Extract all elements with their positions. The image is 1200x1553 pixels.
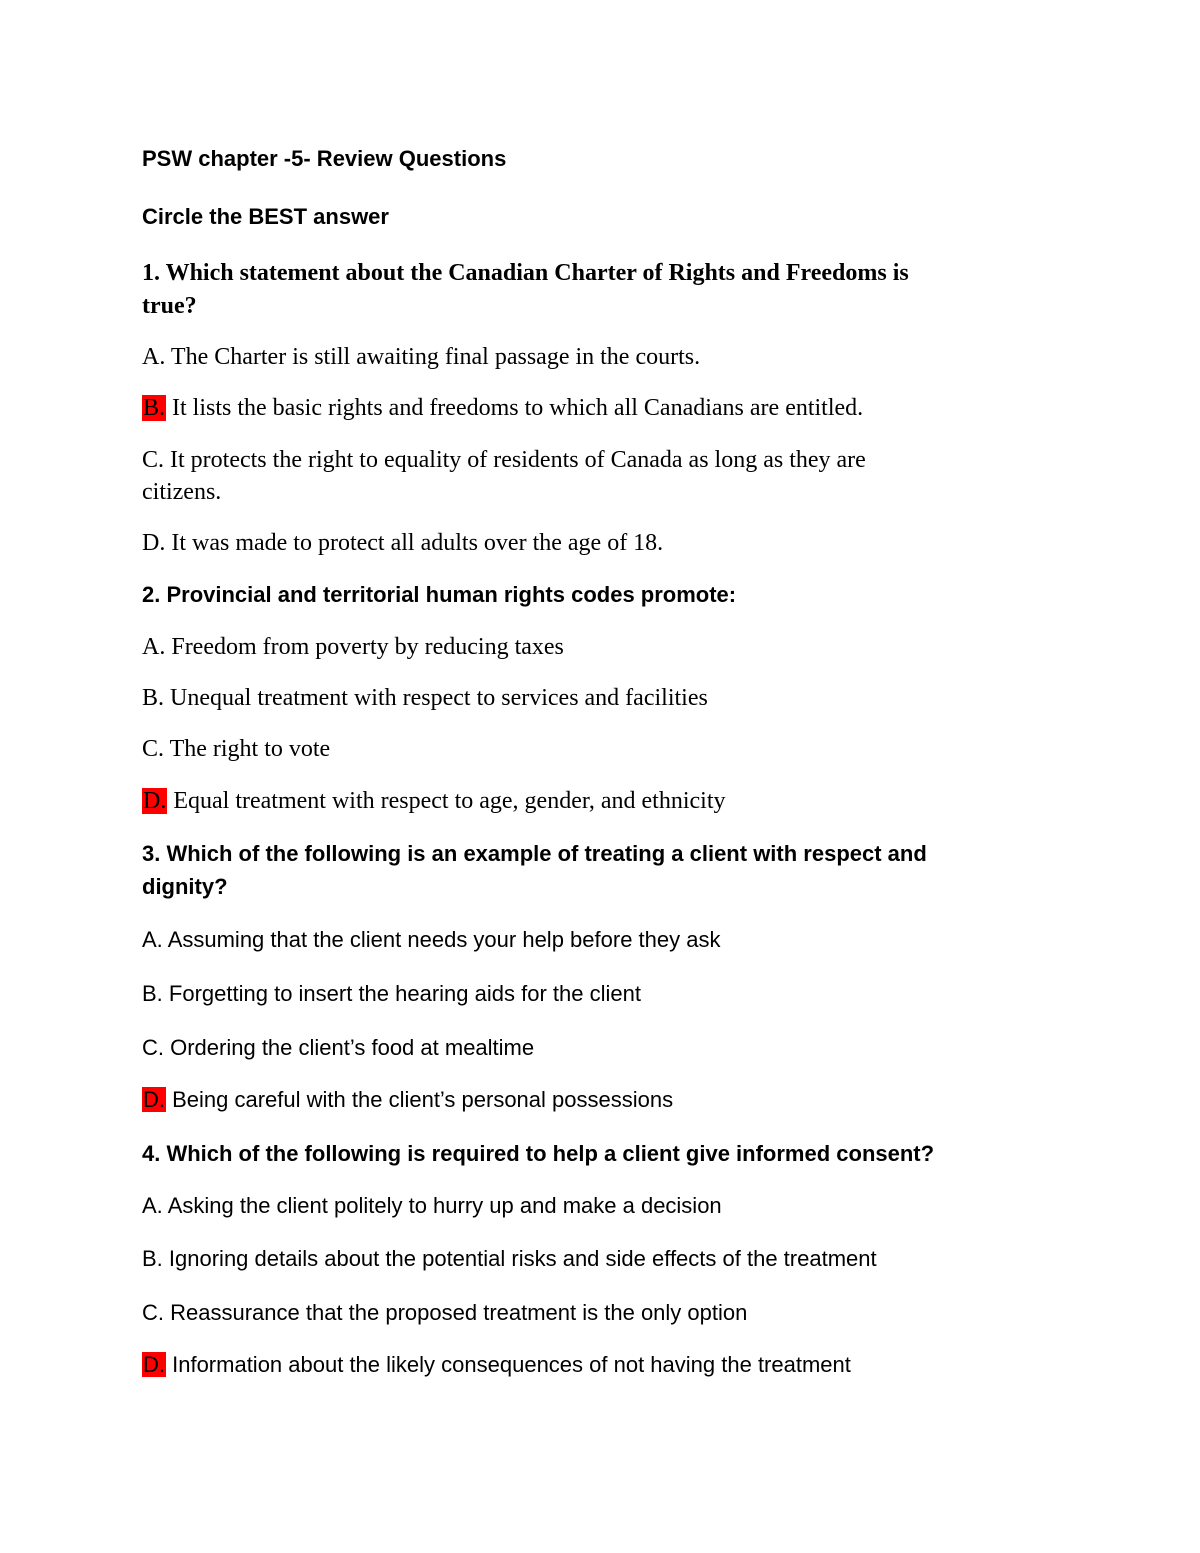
question-3-option-b — [142, 983, 641, 1005]
option-letter: A. — [142, 927, 163, 952]
option-text: Ignoring details about the potential risks and side effects of the treatment — [162, 1246, 877, 1271]
question-3-option-d — [142, 1089, 673, 1111]
option-text: It lists the basic rights and freedoms to which all Canadians are entitled. — [166, 395, 864, 421]
option-text: Assuming that the client needs your help before they ask — [162, 927, 721, 952]
question-2-option-a — [142, 635, 564, 659]
question-4-option-d — [142, 1354, 851, 1376]
option-letter: A. — [142, 344, 166, 370]
option-text: Information about the likely consequences of not having the treatment — [166, 1352, 851, 1377]
correct-answer-highlight: D. — [143, 788, 167, 814]
question-1-option-a — [142, 345, 700, 369]
question-2-option-c — [142, 737, 330, 761]
question-1-option-d — [142, 531, 663, 555]
option-letter: C. — [142, 1035, 164, 1060]
question-2-text: 2. Provincial and territorial human rights codes promote: — [142, 582, 737, 607]
option-text: It protects the right to equality of residents of Canada as long as they are — [164, 447, 866, 473]
option-text: Forgetting to insert the hearing aids for the client — [162, 981, 641, 1006]
option-text: Being careful with the client’s personal possessions — [166, 1087, 674, 1112]
question-3-option-c — [142, 1037, 534, 1059]
question-4-text: 4. Which of the following is required to help a client give informed consent? — [142, 1141, 935, 1166]
question-3-option-a — [142, 929, 720, 951]
correct-answer-highlight: D. — [143, 1352, 165, 1377]
option-text: The right to vote — [164, 736, 331, 762]
question-2-option-b — [142, 686, 708, 710]
option-text: Asking the client politely to hurry up and make a decision — [162, 1193, 722, 1218]
correct-answer-highlight: D. — [143, 1087, 165, 1112]
option-text: Unequal treatment with respect to services and facilities — [164, 685, 708, 711]
option-text: Reassurance that the proposed treatment is the only option — [164, 1300, 748, 1325]
question-3-text: 3. Which of the following is an example of treating a client with respect and — [142, 841, 927, 866]
option-text: Ordering the client’s food at mealtime — [164, 1035, 535, 1060]
option-letter: C. — [142, 1300, 164, 1325]
option-letter: C. — [142, 447, 165, 473]
option-letter: A. — [142, 634, 166, 660]
instruction-text: Circle the BEST answer — [142, 204, 389, 229]
option-letter: B. — [142, 1246, 163, 1271]
option-letter: C. — [142, 736, 165, 762]
question-4-option-a — [142, 1195, 722, 1217]
option-text: Freedom from poverty by reducing taxes — [165, 634, 564, 660]
question-3-text-cont: dignity? — [142, 874, 228, 899]
page-title: PSW chapter -5- Review Questions — [142, 146, 507, 171]
question-2-option-d — [142, 789, 726, 813]
option-letter: B. — [142, 981, 163, 1006]
question-1-text: 1. Which statement about the Canadian Charter of Rights and Freedoms is — [142, 260, 909, 286]
option-letter: D. — [142, 530, 166, 556]
question-1-option-b — [142, 396, 863, 420]
option-text: It was made to protect all adults over the age of 18. — [165, 530, 664, 556]
question-1-option-c-cont: citizens. — [142, 479, 222, 505]
option-text: The Charter is still awaiting final passage in the courts. — [165, 344, 701, 370]
question-1-text-cont: true? — [142, 293, 197, 319]
option-letter: A. — [142, 1193, 163, 1218]
question-1-option-c — [142, 448, 866, 472]
option-text: Equal treatment with respect to age, gender, and ethnicity — [167, 788, 726, 814]
question-4-option-b — [142, 1248, 877, 1270]
question-4-option-c — [142, 1302, 747, 1324]
correct-answer-highlight: B. — [143, 395, 166, 421]
option-letter: B. — [142, 685, 165, 711]
